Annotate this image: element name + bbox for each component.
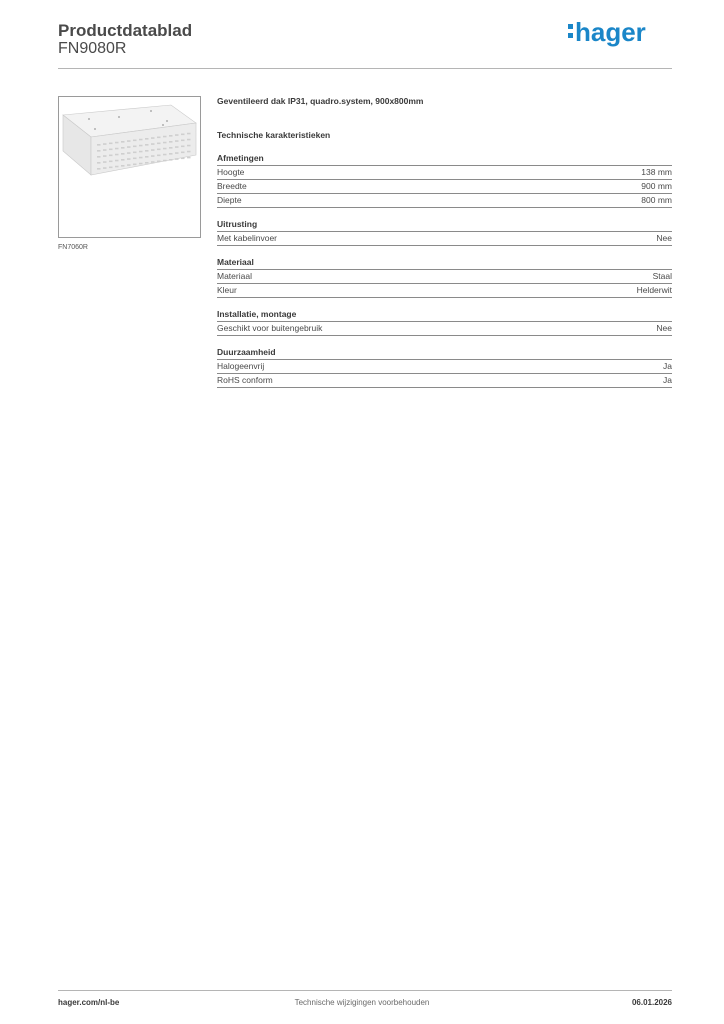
footer-date: 06.01.2026 (631, 998, 672, 1007)
spec-label: Breedte (217, 181, 247, 191)
spec-value: 900 mm (641, 181, 672, 191)
spec-label: Met kabelinvoer (217, 233, 278, 243)
spec-row (217, 322, 672, 336)
header-divider (58, 68, 672, 69)
spec-row (217, 270, 672, 284)
spec-label: Diepte (217, 195, 242, 205)
hager-logo (566, 14, 662, 50)
section-title: Duurzaamheid (217, 346, 672, 360)
spec-content (217, 95, 672, 398)
spec-section-equipment (217, 218, 672, 246)
spec-row (217, 374, 672, 388)
footer-notice: Technische wijzigingen voorbehouden (294, 998, 430, 1007)
spec-label: Geschikt voor buitengebruik (217, 323, 323, 333)
section-title: Installatie, montage (217, 308, 672, 322)
spec-value: 138 mm (641, 167, 672, 177)
section-title: Uitrusting (217, 218, 672, 232)
document-title: Productdatablad (58, 21, 193, 40)
spec-value: Nee (656, 323, 672, 333)
spec-label: Halogeenvrij (217, 361, 265, 371)
spec-label: Hoogte (217, 167, 245, 177)
spec-label: RoHS conform (217, 375, 273, 385)
spec-row (217, 360, 672, 374)
footer-website-link[interactable]: hager.com/nl-be (58, 998, 120, 1007)
footer-divider (58, 990, 672, 991)
spec-row (217, 284, 672, 298)
product-description: Geventileerd dak IP31, quadro.system, 900x800mm (217, 96, 424, 106)
spec-value: Nee (656, 233, 672, 243)
spec-value: 800 mm (641, 195, 672, 205)
svg-text:hager: hager (575, 17, 646, 47)
spec-value: Ja (663, 361, 672, 371)
spec-row (217, 166, 672, 180)
section-title: Materiaal (217, 256, 672, 270)
spec-section-material (217, 256, 672, 298)
spec-label: Materiaal (217, 271, 252, 281)
spec-section-sustainability (217, 346, 672, 388)
product-image (58, 96, 201, 238)
spec-label: Kleur (217, 285, 237, 295)
spec-value: Helderwit (636, 285, 672, 295)
spec-section-installation (217, 308, 672, 336)
spec-row (217, 232, 672, 246)
technical-characteristics-title: Technische karakteristieken (217, 130, 331, 140)
section-title: Afmetingen (217, 152, 672, 166)
spec-row (217, 194, 672, 208)
image-caption: FN7060R (58, 244, 88, 251)
spec-row (217, 180, 672, 194)
spec-section-dimensions (217, 152, 672, 208)
spec-value: Staal (652, 271, 672, 281)
hager-logo-icon (566, 14, 662, 50)
product-code: FN9080R (58, 40, 127, 57)
spec-value: Ja (663, 375, 672, 385)
ventilated-roof-illustration (59, 97, 200, 237)
